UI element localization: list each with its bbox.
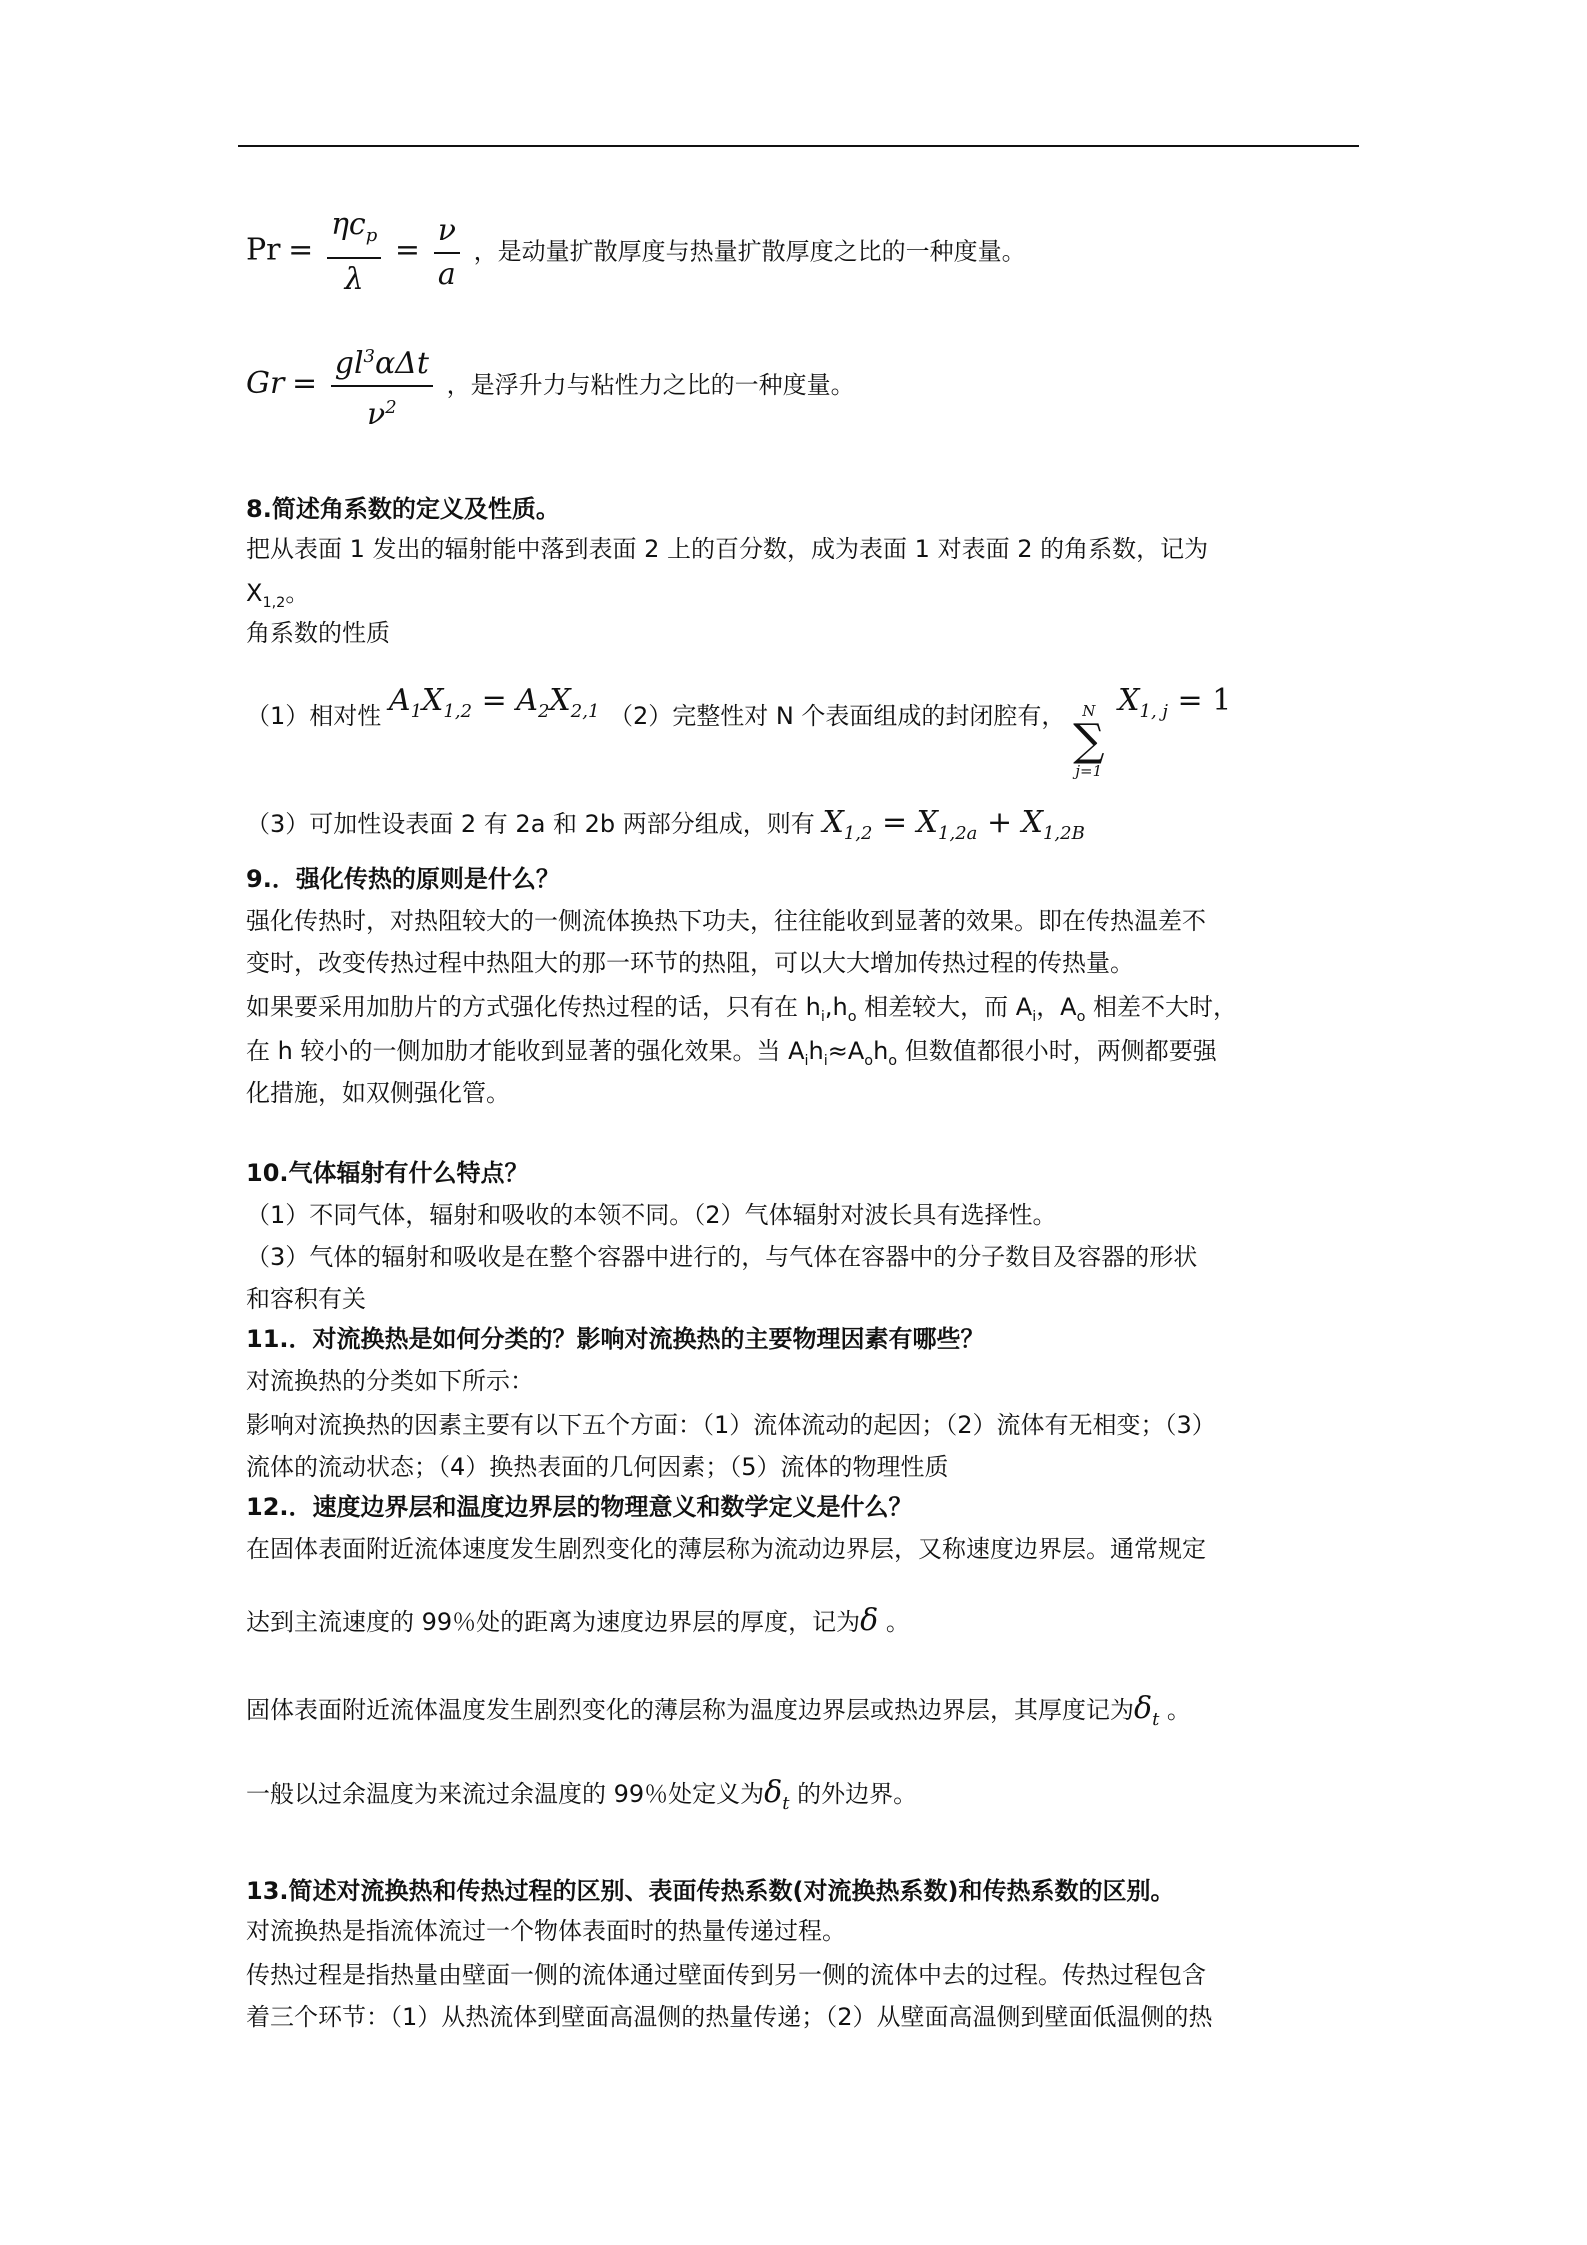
q11-line-1: 对流换热的分类如下所示： [246,1367,534,1395]
q10-line-3: 和容积有关 [246,1285,366,1313]
q12-heading: 12.．速度边界层和温度边界层的物理意义和数学定义是什么？ [246,1493,913,1521]
pr-fraction-1: $\frac{\eta c_p}{\lambda}$ [327,208,381,297]
q9-heading: 9.．强化传热的原则是什么？ [246,865,560,893]
q13-line-2: 传热过程是指热量由壁面一侧的流体通过壁面传到另一侧的流体中去的过程。传热过程包含 [246,1961,1206,1989]
q9-line-5: 化措施，如双侧强化管。 [246,1079,510,1107]
q13-heading: 13.简述对流换热和传热过程的区别、表面传热系数(对流换热系数)和传热系数的区别。 [246,1877,1175,1905]
q8-property-1-2: （1）相对性 $A_1X_{1,2} = A_2X_{2,1}$ （2）完整性对 N 个表面组成的封闭腔有， N ∑ j=1 $X_{1, j} = 1$ [246,683,1232,780]
q13-line-3: 着三个环节：（1）从热流体到壁面高温侧的热量传递；（2）从壁面高温侧到壁面低温侧的热 [246,2003,1213,2031]
q8-heading: 8.简述角系数的定义及性质。 [246,495,560,523]
pr-description: ，是动量扩散厚度与热量扩散厚度之比的一种度量。 [473,237,1026,266]
q11-line-2: 影响对流换热的因素主要有以下五个方面：（1）流体流动的起因；（2）流体有无相变；（3） [246,1411,1216,1439]
summation-symbol: N ∑ j=1 [1073,702,1105,780]
q11-line-3: 流体的流动状态；（4）换热表面的几何因素；（5）流体的物理性质 [246,1453,949,1481]
q9-line-2: 变时，改变传热过程中热阻大的那一环节的热阻，可以大大增加传热过程的传热量。 [246,949,1134,977]
q13-line-1: 对流换热是指流体流过一个物体表面时的热量传递过程。 [246,1917,846,1945]
q12-line-1: 在固体表面附近流体速度发生剧烈变化的薄层称为流动边界层，又称速度边界层。通常规定 [246,1535,1206,1563]
delta-t-symbol-2: $\delta_t$ [764,1775,790,1814]
completeness-formula: $X_{1, j} = 1$ [1118,683,1232,722]
q8-para-2: $X_{1,2}$。 [246,579,310,611]
q12-line-4: 一般以过余温度为来流过余温度的 99％处定义为$\delta_t$ 的外边界。 [246,1775,918,1814]
q9-line-3: 如果要采用加肋片的方式强化传热过程的话，只有在 $h_i,h_o$ 相差较大，而 $A_i$，$A_o$ 相差不大时， [246,993,1238,1025]
q8-property-3: （3）可加性设表面 2 有 2a 和 2b 两部分组成，则有 $X_{1,2} = X_{1,2a} + X_{1,2B}$ [246,805,1085,844]
q8-para-1: 把从表面 1 发出的辐射能中落到表面 2 上的百分数，成为表面 1 对表面 2 的角系数，记为 [246,535,1209,563]
q9-line-4: 在 h 较小的一侧加肋才能收到显著的强化效果。当 $A_ih_i\approx A_oh_o$ 但数值都很小时，两侧都要强 [246,1037,1217,1069]
header-rule [238,145,1359,147]
q10-heading: 10.气体辐射有什么特点？ [246,1159,529,1187]
gr-fraction: $\frac{gl^3\alpha\Delta t}{\nu^2}$ [331,340,433,432]
q10-line-1: （1）不同气体，辐射和吸收的本领不同。（2）气体辐射对波长具有选择性。 [246,1201,1057,1229]
q9-line-1: 强化传热时，对热阻较大的一侧流体换热下功夫，往往能收到显著的效果。即在传热温差不 [246,907,1206,935]
q12-line-2: 达到主流速度的 99％处的距离为速度边界层的厚度，记为δ 。 [246,1603,910,1638]
pr-symbol: Pr [246,232,281,268]
prandtl-formula-line: Pr = $\frac{\eta c_p}{\lambda}$ = $\frac{\nu}{a}$ ，是动量扩散厚度与热量扩散厚度之比的一种度量。 [246,207,1026,297]
grashof-formula-line: Gr = $\frac{gl^3\alpha\Delta t}{\nu^2}$ ，是浮升力与粘性力之比的一种度量。 [246,340,855,432]
reciprocity-formula: $A_1X_{1,2} = A_2X_{2,1}$ [388,683,600,722]
delta-symbol: δ [860,1603,879,1638]
gr-symbol: Gr [246,366,285,401]
pr-fraction-2: $\frac{\nu}{a}$ [434,214,460,292]
q8-para-3: 角系数的性质 [246,619,390,647]
delta-t-symbol: $\delta_t$ [1134,1691,1160,1730]
q12-line-3: 固体表面附近流体温度发生剧烈变化的薄层称为温度边界层或热边界层，其厚度记为$\delta_t$ 。 [246,1691,1191,1730]
q11-heading: 11.．对流换热是如何分类的？影响对流换热的主要物理因素有哪些？ [246,1325,985,1353]
additivity-formula: $X_{1,2} = X_{1,2a} + X_{1,2B}$ [822,805,1085,844]
gr-description: ，是浮升力与粘性力之比的一种度量。 [446,371,855,399]
q10-line-2: （3）气体的辐射和吸收是在整个容器中进行的，与气体在容器中的分子数目及容器的形状 [246,1243,1198,1271]
